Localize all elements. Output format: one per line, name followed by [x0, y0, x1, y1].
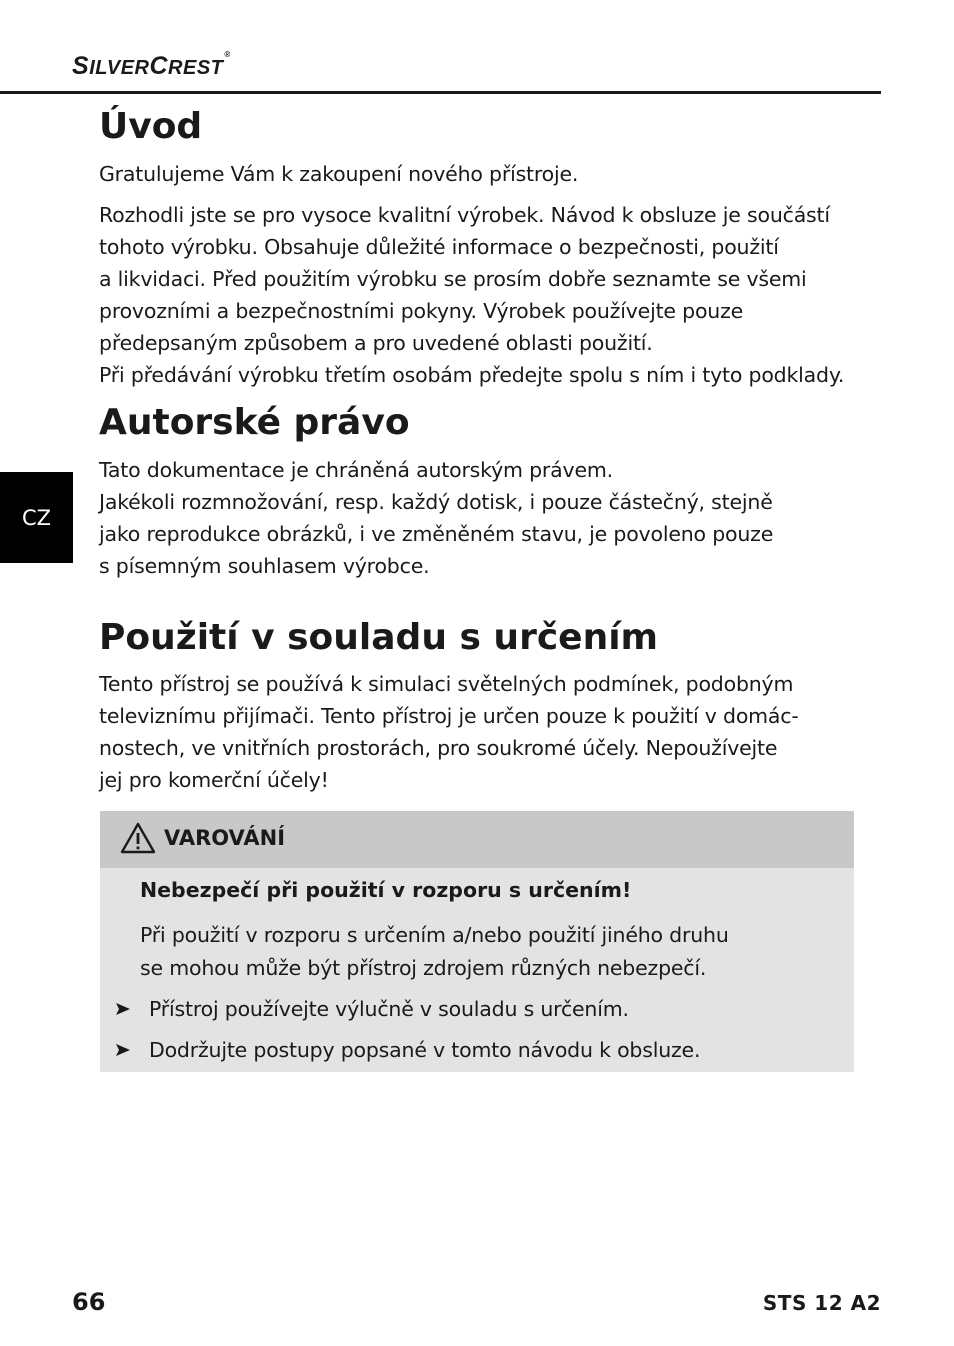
intended-use-line: televiznímu přijímači. Tento přístroj je určen pouze k použití v domác- — [99, 704, 799, 728]
warning-text-line: Při použití v rozporu s určením a/nebo použití jiného druhu — [140, 923, 729, 947]
intro-line: a likvidaci. Před použitím výrobku se prosím dobře seznamte se všemi — [99, 267, 807, 291]
copyright-line: s písemným souhlasem výrobce. — [99, 554, 430, 578]
bullet-arrow-icon — [115, 1002, 131, 1016]
brand-logo: SILVERCREST® — [72, 49, 231, 80]
intro-line: Rozhodli jste se pro vysoce kvalitní výrobek. Návod k obsluze je součástí — [99, 203, 830, 227]
page-number: 66 — [72, 1288, 106, 1316]
intro-line: Při předávání výrobku třetím osobám předejte spolu s ním i tyto podklady. — [99, 363, 845, 387]
warning-bullet: Dodržujte postupy popsané v tomto návodu k obsluze. — [149, 1038, 701, 1062]
bullet-arrow-icon — [115, 1043, 131, 1057]
warning-body — [100, 868, 854, 1072]
intended-use-line: nostech, ve vnitřních prostorách, pro soukromé účely. Nepoužívejte — [99, 736, 778, 760]
copyright-heading: Autorské právo — [99, 402, 410, 443]
intro-line: předepsaným způsobem a pro uvedené oblasti použití. — [99, 331, 653, 355]
language-tab-label: CZ — [21, 505, 52, 530]
model-number: STS 12 A2 — [762, 1291, 881, 1315]
warning-headline: Nebezpečí při použití v rozporu s určením! — [140, 878, 632, 902]
intended-use-line: jej pro komerční účely! — [99, 768, 329, 792]
intended-use-line: Tento přístroj se používá k simulaci světelných podmínek, podobným — [99, 672, 794, 696]
header-rule — [0, 91, 881, 94]
copyright-line: jako reprodukce obrázků, i ve změněném stavu, je povoleno pouze — [99, 522, 774, 546]
warning-label: VAROVÁNÍ — [164, 826, 286, 850]
warning-header — [100, 811, 854, 868]
intended-use-heading: Použití v souladu s určením — [99, 617, 659, 658]
language-tab — [0, 472, 73, 563]
copyright-line: Tato dokumentace je chráněná autorským právem. — [99, 458, 613, 482]
intro-heading: Úvod — [99, 106, 203, 147]
intro-line: Gratulujeme Vám k zakoupení nového přístroje. — [99, 162, 579, 186]
warning-bullet: Přístroj používejte výlučně v souladu s určením. — [149, 997, 629, 1021]
intro-line: tohoto výrobku. Obsahuje důležité informace o bezpečnosti, použití — [99, 235, 779, 259]
warning-triangle-icon — [120, 822, 156, 854]
warning-text-line: se mohou může být přístroj zdrojem různých nebezpečí. — [140, 956, 707, 980]
copyright-line: Jakékoli rozmnožování, resp. každý dotisk, i pouze částečný, stejně — [99, 490, 773, 514]
intro-line: provozními a bezpečnostními pokyny. Výrobek používejte pouze — [99, 299, 744, 323]
